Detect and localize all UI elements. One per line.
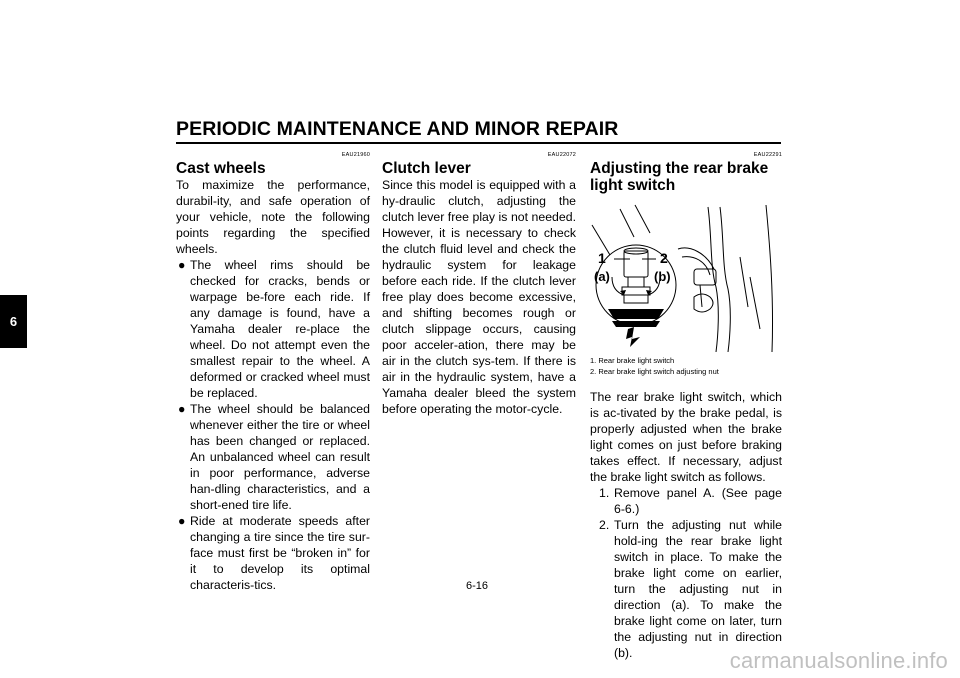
section-body: Since this model is equipped with a hy-draulic clutch, adjusting the clutch lever free play is not needed. However, it is necessary to check the clutch fluid level and check the hydraulic system for leakage before each ride. If the clutch lever free play does become excessive, and shifting becomes rough or clutch slippage occurs, causing poor acceler-ation, there may be air in the clutch sys-tem. If there is air in the hydraulic system, have a Yamaha dealer bleed the system before operating the motor-cycle. <box>382 178 576 416</box>
chapter-tab[interactable]: 6 <box>0 295 27 348</box>
section-heading: Adjusting the rear brake light switch <box>590 160 769 194</box>
figure-label-a: (a) <box>594 269 610 284</box>
bullet-text: The wheel should be balanced whenever either the tire or wheel has been changed or replaced. An unbalanced wheel can result in poor performance, adverse han-dling characteristics, and a short-ened tire life. <box>190 402 370 512</box>
section-code: EAU21960 <box>341 152 370 158</box>
section-body: The rear brake light switch, which is ac-tivated by the brake pedal, is properly adjusted when the brake light comes on just before braking takes effect. If necessary, adjust the brake light switch as follows. <box>590 390 782 484</box>
step-number: 2. <box>599 518 610 532</box>
figure-label-b: (b) <box>654 269 671 284</box>
section-rear-brake-light-switch <box>590 152 782 661</box>
bullet-text: The wheel rims should be checked for cracks, bends or warpage be-fore each ride. If any damage is found, have a Yamaha dealer re-place the wheel. Do not attempt even the smallest repair to the wheel. A deformed or cracked wheel must be replaced. <box>190 258 370 400</box>
section-heading: Cast wheels <box>176 160 266 177</box>
page-header-title: PERIODIC MAINTENANCE AND MINOR REPAIR <box>176 118 619 140</box>
section-intro: To maximize the performance, durabil-ity, and safe operation of your vehicle, note the following points regarding the specified wheels. <box>176 178 370 256</box>
brake-switch-illustration <box>590 197 782 352</box>
step-item <box>590 485 782 517</box>
section-heading: Clutch lever <box>382 160 471 177</box>
page-number: 6-16 <box>466 580 489 592</box>
bullet-text: Ride at moderate speeds after changing a tire since the tire sur-face must first be “broken in” for it to develop its optimal characteris-tics. <box>190 514 370 592</box>
header-rule <box>176 142 781 144</box>
bullet-item <box>176 401 370 513</box>
bullet-icon: ● <box>178 258 186 272</box>
bullet-icon: ● <box>178 514 186 528</box>
section-code: EAU22291 <box>753 152 782 158</box>
figure-caption-2: 2. Rear brake light switch adjusting nut <box>590 367 719 376</box>
brake-switch-drawing <box>590 197 782 352</box>
bullet-item <box>176 513 370 593</box>
figure-label-2: 2 <box>660 250 668 266</box>
step-text: Remove panel A. (See page 6-6.) <box>614 486 782 516</box>
step-text: Turn the adjusting nut while hold-ing the rear brake light switch in place. To make the brake light come on earlier, turn the adjusting nut in direction (a). To make the brake light come on later, turn the adjusting nut in direction (b). <box>614 518 782 660</box>
figure-label-1: 1 <box>598 250 606 266</box>
section-clutch-lever <box>382 152 576 417</box>
figure-caption-1: 1. Rear brake light switch <box>590 356 675 365</box>
watermark: carmanualsonline.info <box>729 648 948 673</box>
bullet-icon: ● <box>178 402 186 416</box>
step-item <box>590 517 782 661</box>
section-cast-wheels <box>176 152 370 593</box>
section-code: EAU22072 <box>547 152 576 158</box>
step-number: 1. <box>599 486 610 500</box>
bullet-item <box>176 257 370 401</box>
